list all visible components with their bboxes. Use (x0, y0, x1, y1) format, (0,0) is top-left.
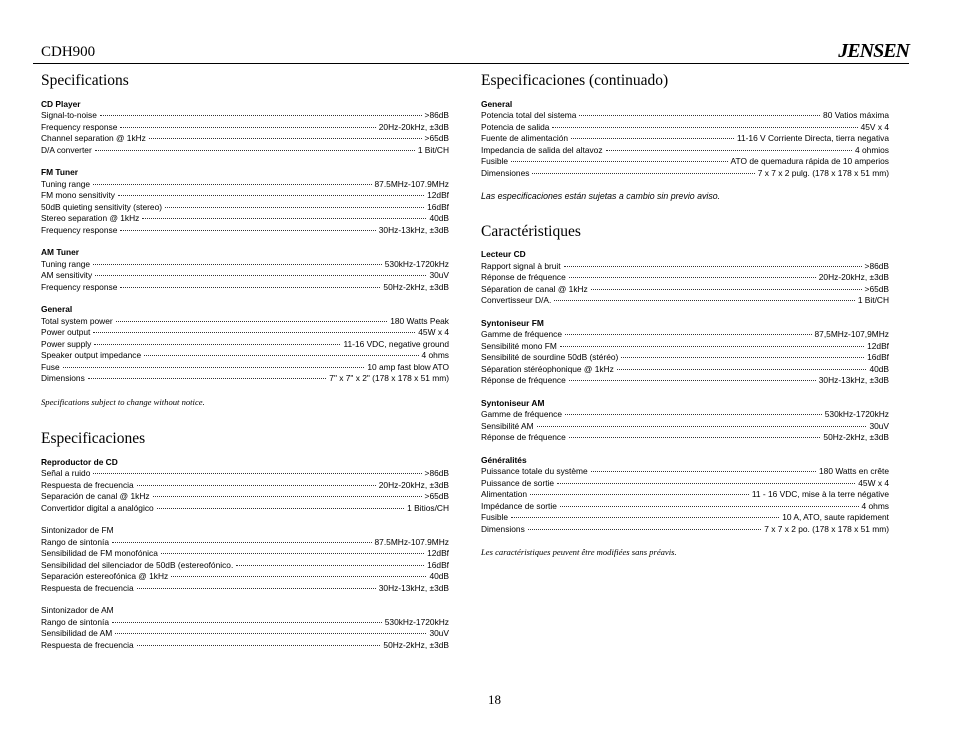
spec-value: >65dB (424, 491, 449, 502)
spec-label: Réponse de fréquence (481, 432, 566, 443)
dot-leader (530, 494, 749, 495)
spec-value: 40dB (429, 571, 449, 582)
spec-row (41, 362, 449, 374)
spec-row (41, 179, 449, 191)
spec-group-title: Lecteur CD (481, 249, 526, 260)
dot-leader (93, 332, 415, 333)
spec-label: Dimensions (481, 523, 525, 534)
spec-value: 11 - 16 VDC, mise à la terre négative (751, 489, 889, 500)
dot-leader (112, 622, 382, 623)
spec-note: Las especificaciones están sujetas a cambio sin previo aviso. (481, 191, 721, 202)
spec-label: Séparation de canal @ 1kHz (481, 283, 588, 294)
specifications-section (41, 72, 449, 408)
spec-group (481, 398, 889, 444)
spec-label: Potencia total del sistema (481, 110, 577, 121)
spec-value: >65dB (424, 133, 449, 144)
dot-leader (88, 378, 327, 379)
dot-leader (511, 517, 779, 518)
dot-leader (532, 173, 754, 174)
spec-row (41, 225, 449, 237)
spec-group (41, 99, 449, 157)
spec-row (41, 133, 449, 145)
spec-label: Frequency response (41, 224, 118, 235)
spec-group-title: Syntoniseur FM (481, 317, 544, 328)
spec-value: 4 ohmios (855, 144, 889, 155)
spec-row (481, 489, 889, 501)
dot-leader (569, 437, 821, 438)
spec-label: Stereo separation @ 1kHz (41, 213, 140, 224)
spec-row (41, 145, 449, 157)
spec-label: Sensibilité AM (481, 420, 534, 431)
spec-value: >86dB (864, 260, 889, 271)
spec-group (481, 455, 889, 536)
spec-label: Total system power (41, 315, 113, 326)
spec-label: Respuesta de frecuencia (41, 639, 134, 650)
dot-leader (591, 471, 816, 472)
spec-value: 87,5MHz-107,9MHz (814, 329, 889, 340)
spec-label: Sensibilidad de FM monofónica (41, 548, 158, 559)
dot-leader (137, 645, 381, 646)
spec-value: 87.5MHz-107.9MHz (374, 178, 449, 189)
spec-label: Speaker output impedance (41, 350, 142, 361)
spec-value: 1 Bit/CH (857, 295, 889, 306)
spec-row (41, 617, 449, 629)
spec-row (41, 190, 449, 202)
dot-leader (528, 529, 761, 530)
dot-leader (142, 218, 426, 219)
spec-value: 16dBf (427, 559, 449, 570)
spec-value: 12dBf (427, 190, 449, 201)
spec-row (41, 503, 449, 515)
dot-leader (94, 344, 340, 345)
spec-value: 12dBf (867, 340, 889, 351)
spec-label: Respuesta de frecuencia (41, 582, 134, 593)
spec-value: 30uV (429, 628, 449, 639)
dot-leader (554, 300, 855, 301)
spec-label: Séparation stéréophonique @ 1kHz (481, 363, 614, 374)
spec-label: D/A converter (41, 144, 92, 155)
spec-value: 50Hz-2kHz, ±3dB (383, 281, 449, 292)
spec-value: ATO de quemadura rápida de 10 amperios (730, 156, 889, 167)
spec-row (481, 432, 889, 444)
spec-value: 45W x 4 (858, 477, 889, 488)
dot-leader (571, 138, 734, 139)
spec-row (41, 560, 449, 572)
spec-label: Impédance de sortie (481, 500, 557, 511)
dot-leader (120, 287, 380, 288)
spec-label: Convertisseur D/A. (481, 295, 552, 306)
spec-row (41, 350, 449, 362)
spec-group-title: Sintonizador de FM (41, 525, 114, 536)
spec-label: Dimensions (41, 373, 85, 384)
spec-value: 50Hz-2kHz, ±3dB (823, 432, 889, 443)
section-title: Specifications (41, 72, 129, 89)
spec-value: 7 x 7 x 2 pulg. (178 x 178 x 51 mm) (757, 167, 889, 178)
dot-leader (560, 506, 859, 507)
spec-label: Tuning range (41, 178, 91, 189)
spec-row (481, 421, 889, 433)
spec-row (481, 133, 889, 145)
spec-row (481, 466, 889, 478)
dot-leader (557, 483, 855, 484)
spec-label: Power output (41, 327, 91, 338)
brand-logo: JENSEN (838, 40, 909, 62)
spec-row (481, 512, 889, 524)
spec-value: 87.5MHz-107.9MHz (374, 536, 449, 547)
section-title: Especificaciones (continuado) (481, 72, 669, 89)
spec-row (41, 480, 449, 492)
spec-label: Fusible (481, 156, 508, 167)
dot-leader (171, 576, 426, 577)
spec-row (481, 284, 889, 296)
spec-value: 180 Watts Peak (390, 315, 449, 326)
dot-leader (137, 588, 376, 589)
spec-row (481, 341, 889, 353)
dot-leader (161, 553, 424, 554)
spec-label: Sensibilité de sourdine 50dB (stéréo) (481, 352, 619, 363)
spec-row (41, 259, 449, 271)
dot-leader (93, 184, 371, 185)
dot-leader (569, 380, 816, 381)
spec-value: 80 Vatios máxima (823, 110, 889, 121)
spec-label: Puissance de sortie (481, 477, 555, 488)
spec-label: Fuse (41, 361, 60, 372)
dot-leader (617, 369, 867, 370)
dot-leader (137, 485, 376, 486)
spec-value: >65dB (864, 283, 889, 294)
spec-value: 1 Bit/CH (417, 144, 449, 155)
left-column (41, 72, 449, 651)
spec-value: >86dB (424, 468, 449, 479)
spec-group (481, 249, 889, 307)
spec-label: Respuesta de frecuencia (41, 479, 134, 490)
spec-label: Channel separation @ 1kHz (41, 133, 146, 144)
dot-leader (120, 230, 375, 231)
dot-leader (236, 565, 424, 566)
dot-leader (95, 275, 426, 276)
spec-label: Sensibilidad del silenciador de 50dB (estereofónico. (41, 559, 234, 570)
spec-note: Les caractéristiques peuvent être modifiées sans préavis. (481, 547, 677, 558)
spec-value: 11-16 VDC, negative ground (343, 338, 449, 349)
dot-leader (511, 161, 728, 162)
spec-label: Gamme de fréquence (481, 409, 563, 420)
spec-label: Sensibilité mono FM (481, 340, 557, 351)
spec-value: 30uV (869, 420, 889, 431)
spec-group-title: Reproductor de CD (41, 456, 118, 467)
dot-leader (112, 542, 372, 543)
section-title: Especificaciones (41, 430, 146, 448)
spec-label: Signal-to-noise (41, 110, 97, 121)
spec-label: 50dB quieting sensitivity (stereo) (41, 201, 163, 212)
spec-value: 45V x 4 (860, 121, 889, 132)
spec-label: Tuning range (41, 258, 91, 269)
spec-label: Fusible (481, 512, 508, 523)
spec-label: Sensibilidad de AM (41, 628, 113, 639)
spec-row (481, 145, 889, 157)
spec-value: 20Hz-20kHz, ±3dB (818, 272, 889, 283)
spec-value: 10 amp fast blow ATO (367, 361, 449, 372)
spec-row (481, 329, 889, 341)
spec-label: Rango de sintonía (41, 616, 109, 627)
spec-label: Fuente de alimentación (481, 133, 569, 144)
dot-leader (153, 496, 422, 497)
dot-leader (116, 321, 388, 322)
spec-value: 1 Bitios/CH (407, 502, 449, 513)
spec-label: Puissance totale du système (481, 466, 588, 477)
spec-group-title: Généralités (481, 454, 527, 465)
spec-value: 50Hz-2kHz, ±3dB (383, 639, 449, 650)
dot-leader (565, 414, 822, 415)
spec-row (41, 373, 449, 385)
spec-value: 20Hz-20kHz, ±3dB (378, 121, 449, 132)
spec-value: 530kHz-1720kHz (384, 258, 449, 269)
spec-row (481, 409, 889, 421)
spec-value: 180 Watts en crête (819, 466, 889, 477)
spec-label: Réponse de fréquence (481, 375, 566, 386)
spec-row (41, 213, 449, 225)
spec-value: 20Hz-20kHz, ±3dB (378, 479, 449, 490)
dot-leader (118, 195, 424, 196)
spec-group-title: Sintonizador de AM (41, 605, 114, 616)
spec-row (41, 282, 449, 294)
spec-value: 530kHz-1720kHz (384, 616, 449, 627)
spec-group (41, 167, 449, 236)
spec-label: AM sensitivity (41, 270, 93, 281)
spec-row (41, 339, 449, 351)
spec-value: 16dBf (427, 201, 449, 212)
spec-row (481, 122, 889, 134)
spec-row (41, 316, 449, 328)
spec-row (481, 168, 889, 180)
spec-group-title: AM Tuner (41, 247, 79, 258)
spec-label: Potencia de salida (481, 121, 550, 132)
spec-value: 45W x 4 (418, 327, 449, 338)
spec-value: 40dB (429, 213, 449, 224)
spec-group (481, 318, 889, 387)
spec-label: Alimentation (481, 489, 528, 500)
spec-row (41, 491, 449, 503)
spec-group (481, 99, 889, 180)
spec-value: 30uV (429, 270, 449, 281)
spec-row (481, 501, 889, 513)
spec-row (41, 122, 449, 134)
spec-row (41, 548, 449, 560)
spec-value: 4 ohms (421, 350, 449, 361)
dot-leader (565, 334, 812, 335)
dot-leader (537, 426, 867, 427)
dot-leader (93, 264, 382, 265)
spec-row (481, 295, 889, 307)
spec-row (41, 628, 449, 640)
spec-group-title: CD Player (41, 98, 81, 109)
spec-value: 16dBf (867, 352, 889, 363)
dot-leader (115, 633, 426, 634)
dot-leader (591, 289, 862, 290)
spec-group-title: FM Tuner (41, 167, 79, 178)
spec-label: Convertidor digital a analógico (41, 502, 154, 513)
dot-leader (552, 127, 857, 128)
spec-row (481, 364, 889, 376)
spec-label: Gamme de fréquence (481, 329, 563, 340)
spec-value: 7 x 7 x 2 po. (178 x 178 x 51 mm) (764, 523, 889, 534)
spec-note: Specifications subject to change without notice. (41, 396, 205, 407)
dot-leader (579, 115, 820, 116)
spec-value: 30Hz-13kHz, ±3dB (378, 582, 449, 593)
dot-leader (144, 355, 418, 356)
spec-label: Réponse de fréquence (481, 272, 566, 283)
dot-leader (63, 367, 365, 368)
spec-label: Frequency response (41, 281, 118, 292)
dot-leader (157, 508, 404, 509)
spec-label: Rango de sintonía (41, 536, 109, 547)
spec-row (41, 571, 449, 583)
spec-value: 4 ohms (861, 500, 889, 511)
model-name: CDH900 (41, 44, 96, 60)
spec-row (41, 537, 449, 549)
spec-label: Separación de canal @ 1kHz (41, 491, 150, 502)
spec-row (41, 202, 449, 214)
spec-label: Rapport signal à bruit (481, 260, 561, 271)
spec-group-title: Syntoniseur AM (481, 397, 545, 408)
spec-row (41, 468, 449, 480)
spec-group-title: General (481, 98, 513, 109)
dot-leader (621, 357, 864, 358)
dot-leader (100, 115, 422, 116)
spec-value: 11-16 V Corriente Directa, tierra negativa (736, 133, 889, 144)
dot-leader (165, 207, 424, 208)
spec-value: 40dB (869, 363, 889, 374)
especificaciones-continuado-section (481, 72, 889, 203)
spec-row (481, 352, 889, 364)
spec-label: Impedancia de salida del altavoz (481, 144, 603, 155)
dot-leader (149, 138, 422, 139)
spec-group-title: General (41, 304, 73, 315)
header-divider (33, 63, 909, 64)
spec-row (481, 478, 889, 490)
spec-group (41, 247, 449, 293)
especificaciones-section (41, 430, 449, 651)
spec-row (481, 375, 889, 387)
caracteristiques-section (481, 223, 889, 559)
spec-group (41, 304, 449, 385)
spec-group (41, 605, 449, 651)
spec-value: 10 A, ATO, saute rapidement (782, 512, 889, 523)
dot-leader (120, 127, 375, 128)
spec-group (41, 457, 449, 515)
dot-leader (560, 346, 864, 347)
spec-label: Dimensiones (481, 167, 530, 178)
spec-value: >86dB (424, 110, 449, 121)
dot-leader (564, 266, 862, 267)
spec-value: 30Hz-13kHz, ±3dB (378, 224, 449, 235)
spec-label: Power supply (41, 338, 92, 349)
spec-row (41, 270, 449, 282)
spec-value: 12dBf (427, 548, 449, 559)
spec-label: Frequency response (41, 121, 118, 132)
spec-row (41, 327, 449, 339)
spec-row (41, 640, 449, 652)
spec-row (481, 272, 889, 284)
spec-row (481, 524, 889, 536)
dot-leader (606, 150, 853, 151)
dot-leader (93, 473, 421, 474)
section-title: Caractéristiques (481, 222, 581, 240)
spec-label: Señal a ruido (41, 468, 91, 479)
right-column (481, 72, 889, 559)
page-number: 18 (488, 692, 501, 707)
spec-value: 7" x 7" x 2" (178 x 178 x 51 mm) (329, 373, 449, 384)
spec-row (481, 261, 889, 273)
spec-row (481, 110, 889, 122)
spec-row (41, 110, 449, 122)
spec-group (41, 525, 449, 594)
dot-leader (569, 277, 816, 278)
spec-row (481, 156, 889, 168)
spec-value: 530kHz-1720kHz (824, 409, 889, 420)
spec-label: Separación estereofónica @ 1kHz (41, 571, 169, 582)
spec-row (41, 583, 449, 595)
spec-label: FM mono sensitivity (41, 190, 115, 201)
spec-value: 30Hz-13kHz, ±3dB (818, 375, 889, 386)
dot-leader (95, 150, 415, 151)
